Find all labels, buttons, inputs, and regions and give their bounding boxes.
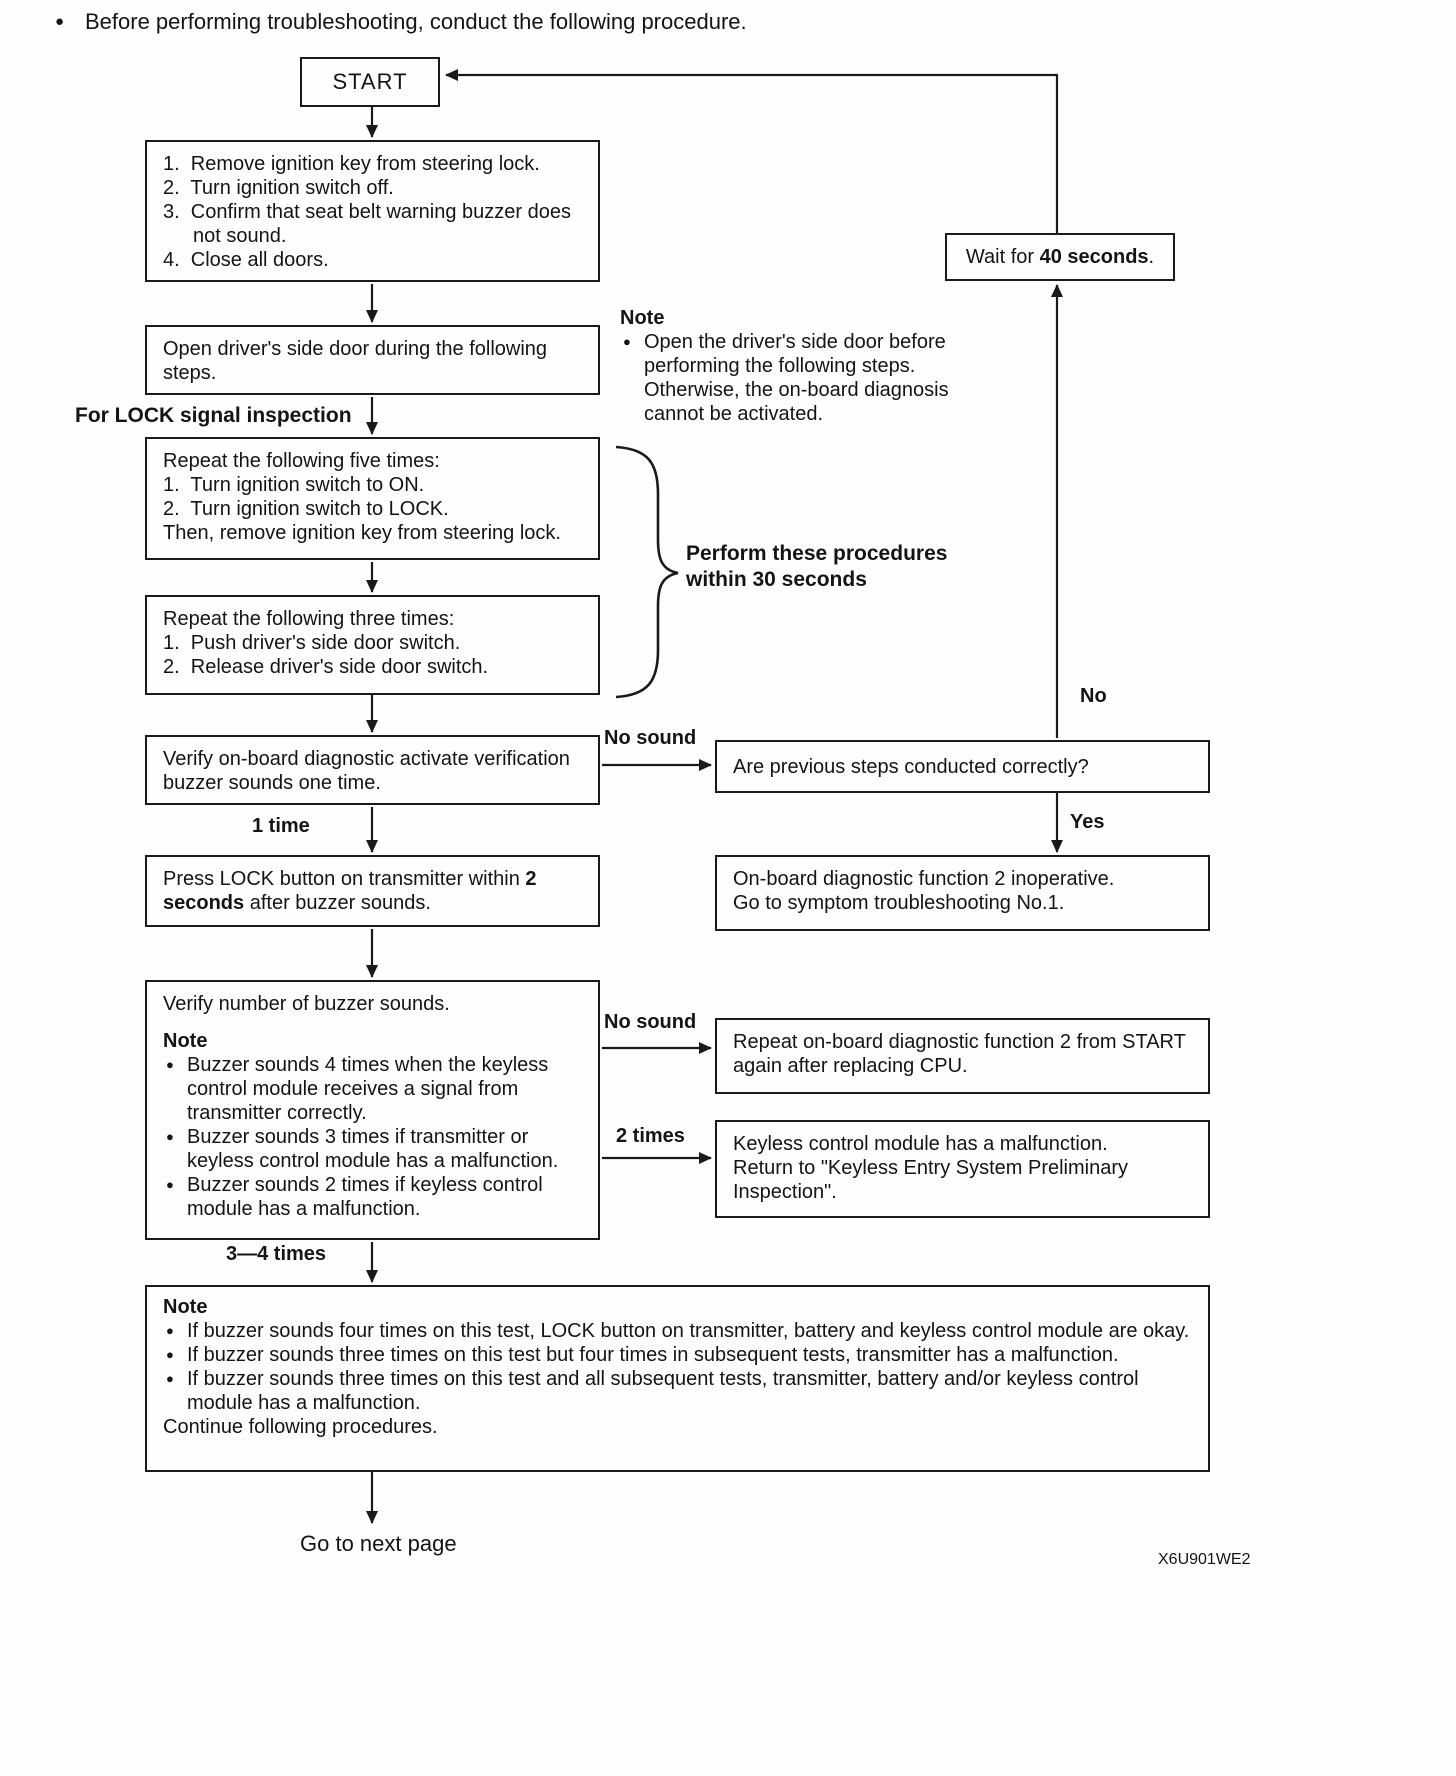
bullet-icon: ● xyxy=(623,334,631,349)
verify-buzzer-text: Verify on-board diagnostic activate verification buzzer sounds one time. xyxy=(163,748,570,794)
keyless-malfunction-line: Keyless control module has a malfunction. xyxy=(733,1133,1108,1155)
inoperative-line: Go to symptom troubleshooting No.1. xyxy=(733,892,1065,914)
side-note-text: Open the driver's side door before performing the following steps. Otherwise, the on-board diagnosis cannot be activated. xyxy=(644,331,949,425)
inoperative-box xyxy=(715,855,1210,931)
side-note-title: Note xyxy=(620,307,665,329)
go-next-label: Go to next page xyxy=(300,1531,457,1556)
wait-box xyxy=(945,233,1175,281)
no-sound-label-top: No sound xyxy=(604,727,697,749)
press-lock-box xyxy=(145,855,600,927)
side-note-bullet xyxy=(620,330,992,426)
final-note-footer: Continue following procedures. xyxy=(163,1416,438,1438)
initial-steps-box xyxy=(145,140,600,282)
inoperative-line: On-board diagnostic function 2 inoperative. xyxy=(733,868,1115,890)
brace-label-line1: Perform these procedures xyxy=(686,542,948,565)
one-time-label: 1 time xyxy=(252,815,310,837)
verify-number-note-title: Note xyxy=(163,1030,208,1052)
step-line: 1. Remove ignition key from steering lock. xyxy=(163,153,540,175)
keyless-malfunction-line: Return to "Keyless Entry System Preliminary Inspection". xyxy=(733,1157,1128,1203)
intro-text: Before performing troubleshooting, conduct the following procedure. xyxy=(85,9,747,34)
repeat-five-line: 1. Turn ignition switch to ON. xyxy=(163,474,425,496)
final-note-bullet-text: If buzzer sounds three times on this test but four times in subsequent tests, transmitter has a malfunction. xyxy=(187,1344,1119,1366)
final-note-bullet-text: If buzzer sounds four times on this test, LOCK button on transmitter, battery and keyless control module are okay. xyxy=(187,1320,1190,1342)
wait-text-pre: Wait for xyxy=(965,246,1040,268)
step-line: 3. Confirm that seat belt warning buzzer does not sound. xyxy=(163,201,577,247)
verify-number-bullet xyxy=(163,1173,582,1221)
repeat-function-text: Repeat on-board diagnostic function 2 from START again after replacing CPU. xyxy=(733,1031,1186,1077)
bullet-icon: ● xyxy=(55,13,65,30)
repeat-five-line: Then, remove ignition key from steering lock. xyxy=(163,522,561,544)
repeat-five-line: Repeat the following five times: xyxy=(163,450,440,472)
bullet-icon: ● xyxy=(166,1057,174,1072)
side-note xyxy=(620,306,992,426)
final-note-title: Note xyxy=(163,1296,208,1318)
verify-number-line: Verify number of buzzer sounds. xyxy=(163,993,450,1015)
no-label: No xyxy=(1080,685,1107,707)
wait-text-bold: 40 seconds xyxy=(1039,246,1149,268)
bullet-icon: ● xyxy=(166,1129,174,1144)
repeat-three-box xyxy=(145,595,600,695)
bullet-icon: ● xyxy=(166,1347,174,1362)
final-note-bullet xyxy=(163,1343,1192,1367)
previous-steps-box xyxy=(715,740,1210,793)
keyless-malfunction-box xyxy=(715,1120,1210,1218)
repeat-function-box xyxy=(715,1018,1210,1094)
open-door-text: Open driver's side door during the following steps. xyxy=(163,338,548,384)
brace-label xyxy=(686,541,947,593)
no-sound-label-bottom: No sound xyxy=(604,1011,697,1033)
verify-buzzer-box xyxy=(145,735,600,805)
verify-number-box xyxy=(145,980,600,1240)
verify-number-bullet-text: Buzzer sounds 3 times if transmitter or keyless control module has a malfunction. xyxy=(187,1126,559,1172)
yes-label: Yes xyxy=(1070,811,1105,833)
verify-number-bullet xyxy=(163,1125,582,1173)
step-line: 2. Turn ignition switch off. xyxy=(163,177,394,199)
brace-label-line2: within 30 seconds xyxy=(686,568,867,591)
verify-number-bullet-text: Buzzer sounds 4 times when the keyless control module receives a signal from transmitter correctly. xyxy=(187,1054,549,1124)
repeat-five-box xyxy=(145,437,600,560)
three-four-times-label: 3—4 times xyxy=(226,1243,327,1265)
repeat-three-line: 1. Push driver's side door switch. xyxy=(163,632,461,654)
final-note-bullet xyxy=(163,1319,1192,1343)
previous-steps-text: Are previous steps conducted correctly? xyxy=(733,755,1089,778)
verify-number-bullet xyxy=(163,1053,582,1125)
bullet-icon: ● xyxy=(166,1371,174,1386)
bullet-icon: ● xyxy=(166,1177,174,1192)
wait-text-post: . xyxy=(1148,246,1155,268)
start-label: START xyxy=(332,69,408,94)
verify-number-bullet-text: Buzzer sounds 2 times if keyless control module has a malfunction. xyxy=(187,1174,543,1220)
press-lock-pre: Press LOCK button on transmitter within xyxy=(163,868,526,890)
step-line: 4. Close all doors. xyxy=(163,249,329,271)
repeat-three-line: Repeat the following three times: xyxy=(163,608,455,630)
repeat-five-line: 2. Turn ignition switch to LOCK. xyxy=(163,498,449,520)
press-lock-bold: 2 seconds xyxy=(163,868,537,914)
open-door-box xyxy=(145,325,600,395)
repeat-three-line: 2. Release driver's side door switch. xyxy=(163,656,489,678)
final-note-bullet-text: If buzzer sounds three times on this test and all subsequent tests, transmitter, battery and/or keyless control module has a malfunction. xyxy=(187,1368,1139,1414)
intro-line xyxy=(55,8,955,35)
figure-code: X6U901WE2 xyxy=(1158,1551,1251,1568)
press-lock-post: after buzzer sounds. xyxy=(244,892,431,914)
start-node xyxy=(300,57,440,107)
two-times-label: 2 times xyxy=(616,1125,685,1147)
final-note-bullet xyxy=(163,1367,1192,1415)
final-note-box xyxy=(145,1285,1210,1472)
bullet-icon: ● xyxy=(166,1323,174,1338)
for-lock-label: For LOCK signal inspection xyxy=(75,404,352,427)
